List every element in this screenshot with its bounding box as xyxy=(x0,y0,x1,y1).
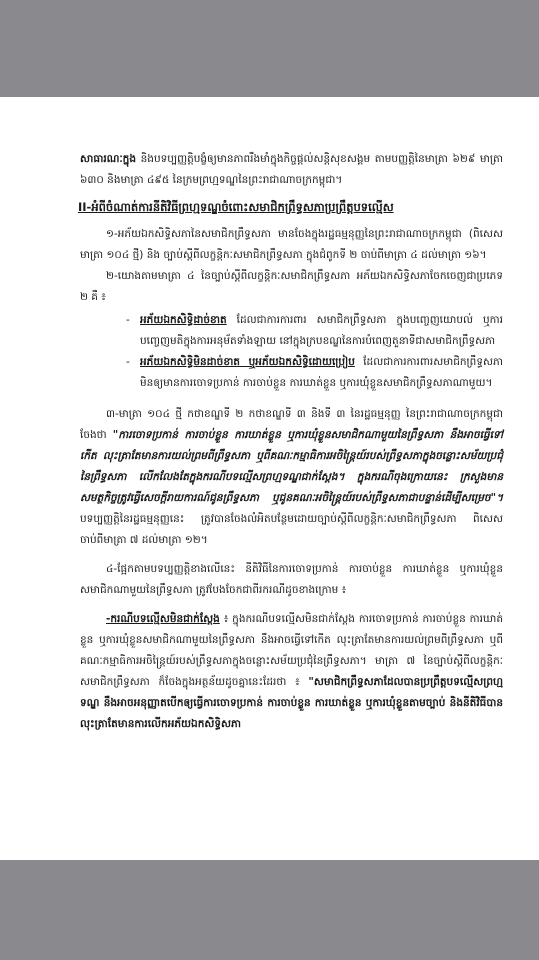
bullet-term: អភ័យឯកសិទ្ធិមិនដាច់ខាត ឬអភ័យឯកសិទ្ធិដោយប្រៀប xyxy=(140,356,355,368)
paragraph-1: ១-អភ័យឯកសិទ្ធិសភានៃសមាជិកព្រឹទ្ធសភា មានចែងក្នុងរដ្ឋធម្មនុញ្ញនៃព្រះរាជាណាចក្រកម្ពុជា (ពិសេស មាត្រា ១០៤ ថ្មី) និង ច្បាប់ស្តីពីលក្ខន្តិកៈសមាជិកព្រឹទ្ធសភា ក្នុងជំពូកទី ២ ចាប់ពីមាត្រា ៤ ដល់មាត្រា ១៦។ xyxy=(80,228,503,261)
bullet-term: អភ័យឯកសិទ្ធិដាច់ខាត xyxy=(140,314,227,326)
paragraph-3 xyxy=(80,404,503,551)
paragraph-4: ៤-ផ្អែកតាមបទប្បញ្ញត្តិខាងលើនេះ នីតិវិធីនៃការចោទប្រកាន់ ការចាប់ខ្លួន ការឃាត់ខ្លួន ឬការឃុំខ្លួនសមាជិកណាមួយនៃព្រឹទ្ធសភា ត្រូវបែងចែកជាពីរករណីដូចខាងក្រោម ៖ xyxy=(80,563,503,596)
spacer xyxy=(80,396,503,404)
p5-text: ៖ ក្នុងករណីបទល្មើសមិនជាក់ស្តែង ការចោទប្រកាន់ ការចាប់ខ្លួន ការឃាត់ខ្លួន ឬការឃុំខ្លួនសមាជិកណាមួយនៃព្រឹទ្ធសភា នឹងអាចធ្វើទៅកើត លុះត្រាតែមានការយល់ព្រមពីព្រឹទ្ធសភា ឬពីគណៈកម្មាធិការអចិន្ត្រៃយ៍របស់ព្រឹទ្ធសភាក្នុងចន្លោះសម័យប្រជុំនៃព្រឹទ្ធសភា។ មាត្រា ៧ នៃច្បាប់ស្តីពីលក្ខន្តិកៈសមាជិកព្រឹទ្ធសភា ក៏ចែងក្នុងអត្ថន័យដូចគ្នានេះដែរថា ៖ xyxy=(80,613,503,688)
p5-quote: "សមាជិកព្រឹទ្ធសភាដែលបានប្រព្រឹត្តបទល្មើសព្រហ្មទណ្ឌ នឹងអាចអនុញ្ញាតបើកឲ្យធ្វើការចោទប្រកាន់ ការចាប់ខ្លួន ការឃាត់ខ្លួន ឬការឃុំខ្លួនតាមច្បាប់ និងនីតិវិធីបាន លុះត្រាតែមានការលើកអភ័យឯកសិទ្ធិសភា xyxy=(80,676,503,730)
spacer xyxy=(80,551,503,559)
paragraph-5 xyxy=(80,609,503,735)
spacer xyxy=(80,601,503,609)
paragraph-intro xyxy=(80,149,503,191)
immunity-types-list xyxy=(80,310,503,394)
list-item xyxy=(126,352,503,394)
document-page xyxy=(0,97,539,860)
bullet-dash: - xyxy=(126,356,130,368)
p3-text-b: បទប្បញ្ញត្តិនៃរដ្ឋធម្មនុញ្ញនេះ ត្រូវបានចែងលំអិតបន្ថែមដោយច្បាប់ស្តីពីលក្ខន្តិកៈសមាជិកព្រឹទ្ធសភា ពិសេស ចាប់ពីមាត្រា ៧ ដល់មាត្រា ១២។ xyxy=(80,513,503,546)
bullet-dash: - xyxy=(126,314,130,326)
bullet-text: ដែលជាការការពារសមាជិកព្រឹទ្ធសភាមិនឲ្យមានការចោទប្រកាន់ ការចាប់ខ្លួន ការឃាត់ខ្លួន ឬការឃុំខ្លួនសមាជិកព្រឹទ្ធសភាណាមួយ។ xyxy=(140,356,503,389)
p5-term: -ករណីបទល្មើសមិនជាក់ស្តែង xyxy=(106,613,220,625)
list-item xyxy=(126,310,503,352)
p3-quote: "ការចោទប្រកាន់ ការចាប់ខ្លួន ការឃាត់ខ្លួន ឬការឃុំខ្លួនសមាជិកណាមួយនៃព្រឹទ្ធសភា នឹងអាចធ្វើទៅកើត លុះត្រាតែមានការយល់ព្រមពីព្រឹទ្ធសភា ឬពីគណៈកម្មាធិការអចិន្ត្រៃយ៍របស់ព្រឹទ្ធសភាក្នុងចន្លោះសម័យប្រជុំនៃព្រឹទ្ធសភា លើកលែងតែក្នុងករណីបទល្មើសព្រហ្មទណ្ឌជាក់ស្តែង។ ក្នុងករណីចុងក្រោយនេះ ក្រសួងមានសមត្ថកិច្ចត្រូវធ្វើសេចក្តីរាយការណ៍ជូនព្រឹទ្ធសភា ឬជូនគណៈអចិន្ត្រៃយ៍របស់ព្រឹទ្ធសភាជាបន្ទាន់ដើម្បីសម្រេច"។ xyxy=(80,429,503,504)
paragraph-2: ២-យោងតាមមាត្រា ៤ នៃច្បាប់ស្តីពីលក្ខន្តិកៈសមាជិកព្រឹទ្ធសភា អភ័យឯកសិទ្ធិសភាចែកចេញជាប្រភេទ ២ គឺ ៖ xyxy=(80,270,503,303)
p3-text-a: ៣-មាត្រា ១០៤ ថ្មី កថាខណ្ឌទី ២ កថាខណ្ឌទី ៣ និងទី ៣ នៃរដ្ឋធម្មនុញ្ញ នៃព្រះរាជាណាចក្រកម្ពុជា ចែងថា xyxy=(80,408,503,441)
section-heading: II-អំពីចំណាត់ការនីតិវិធីព្រហ្មទណ្ឌចំពោះសមាជិកព្រឹទ្ធសភាប្រព្រឹត្តបទល្មើស xyxy=(78,200,394,214)
intro-text: និងបទប្បញ្ញត្តិបង្ខំឲ្យមានភាពរឹងមាំក្នុងកិច្ចផ្តល់សន្តិសុខសង្គម តាមបញ្ញត្តិនៃមាត្រា ៦២៩ មាត្រា ៦៣០ និងមាត្រា ៤៩៥ នៃក្រមព្រហ្មទណ្ឌនៃព្រះរាជាណាចក្រកម្ពុជា។ xyxy=(80,153,503,186)
intro-bold: សាធារណៈក្នុង xyxy=(80,153,137,165)
bullet-text: ដែលជាការការពារ សមាជិកព្រឹទ្ធសភា ក្នុងបញ្ចេញយោបល់ ឬការបញ្ចេញមតិក្នុងការអនុម័តទាំងឡាយ នៅក្នុងក្របខណ្ឌនៃការបំពេញតួនាទីជាសមាជិកព្រឹទ្ធសភា xyxy=(140,314,503,347)
